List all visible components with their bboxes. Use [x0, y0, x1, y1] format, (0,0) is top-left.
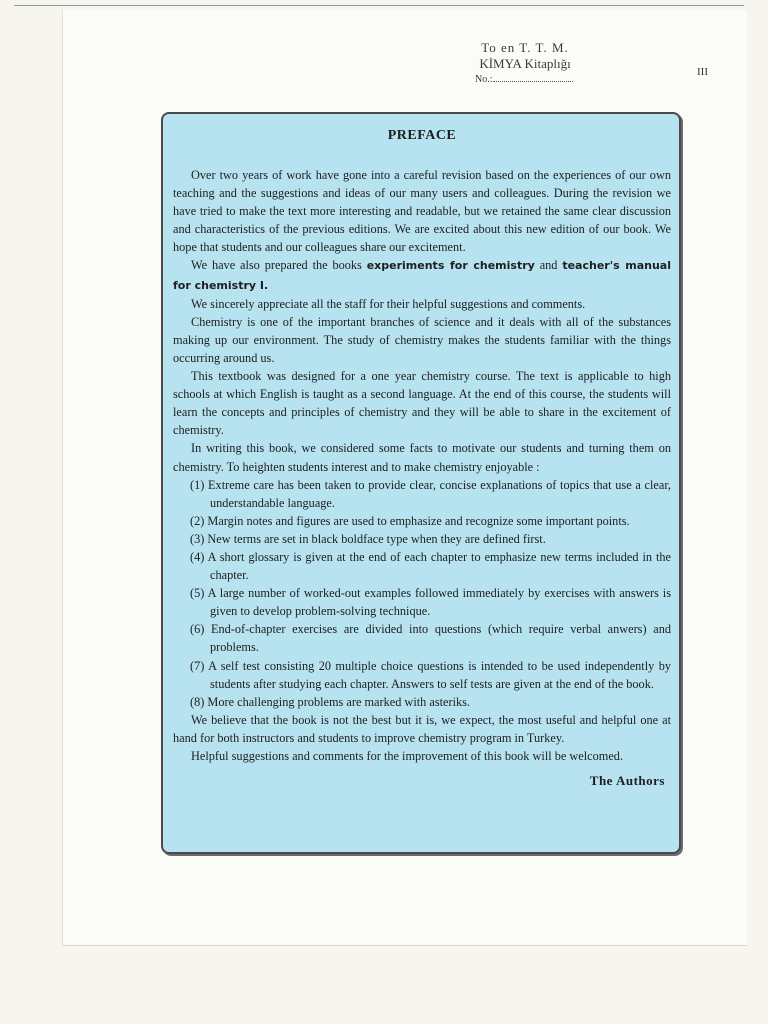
list-item: (8) More challenging problems are marked with asteriks. — [190, 694, 471, 709]
stamp-line-3 — [455, 72, 595, 88]
list-item: (1) Extreme care has been taken to provide clear, concise explanations of topics that use a clear, understandable language. — [190, 477, 671, 510]
list-item: (5) A large number of worked-out examples followed immediately by exercises with answers is given to develop problem-solving technique. — [190, 586, 671, 619]
signature-authors: The Authors — [589, 773, 665, 789]
library-stamp — [455, 40, 595, 88]
stamp-line-2: KİMYA Kitaplığı — [479, 56, 571, 71]
preface-body — [173, 166, 671, 765]
stamp-number-blank — [493, 81, 573, 82]
list-item: (2) Margin notes and figures are used to emphasize and recognize some important points. — [190, 513, 630, 528]
stamp-line-1: To en T. T. M. — [481, 40, 569, 55]
paragraph-thanks: We sincerely appreciate all the staff for their helpful suggestions and comments. — [191, 296, 586, 311]
paragraph-belief: We believe that the book is not the best but it is, we expect, the most useful and helpful one at hand for both instructors and students to improve chemistry program in Turkey. — [173, 712, 671, 745]
paragraph-other-books — [173, 256, 671, 294]
list-item: (3) New terms are set in black boldface type when they are defined first. — [190, 531, 546, 546]
paragraph-revision: Over two years of work have gone into a careful revision based on the experiences of our own teaching and the suggestions and ideas of our many users and colleagues. During the revision we have tried to make the text more interesting and readable, but we retained the same clear discussion and characteristics of the previous editions. We are excited about this new edition of our book. We hope that students and our colleagues share our excitement. — [173, 168, 671, 255]
stamp-number-label: No.: — [475, 74, 493, 85]
list-item: (7) A self test consisting 20 multiple choice questions is intended to be used independently by students after studying each chapter. Answers to self tests are given at the end of the book. — [190, 658, 671, 691]
paragraph-suggestions: Helpful suggestions and comments for the improvement of this book will be welcomed. — [191, 749, 624, 763]
other-books-intro: We have also prepared the books — [191, 258, 367, 273]
paragraph-course: This textbook was designed for a one year chemistry course. The text is applicable to high schools at which English is taught as a second language. At the end of this course, the students will learn the concepts and principles of chemistry and they will be able to share in the excitement of chemistry. — [173, 369, 671, 438]
page-number: III — [697, 66, 708, 78]
list-item: (4) A short glossary is given at the end of each chapter to emphasize new terms included in the chapter. — [190, 549, 671, 583]
scan-top-rule — [14, 5, 744, 6]
list-item: (6) End-of-chapter exercises are divided into questions (which require verbal anwers) and problems. — [190, 622, 671, 655]
other-books-and: and — [534, 258, 563, 273]
book-title-teachers-manual: teacher's manual for chemistry I. — [173, 259, 671, 292]
paragraph-chemistry: Chemistry is one of the important branches of science and it deals with all of the substances making up our environment. The study of chemistry makes the students familiar with the things occurring around us. — [173, 314, 671, 365]
paragraph-motivation: In writing this book, we considered some facts to motivate our students and turning them on chemistry. To heighten students interest and to make chemistry enjoyable : — [173, 441, 671, 474]
preface-box — [161, 112, 681, 854]
preface-title: PREFACE — [387, 128, 457, 143]
book-title-experiments: experiments for chemistry — [366, 259, 535, 273]
